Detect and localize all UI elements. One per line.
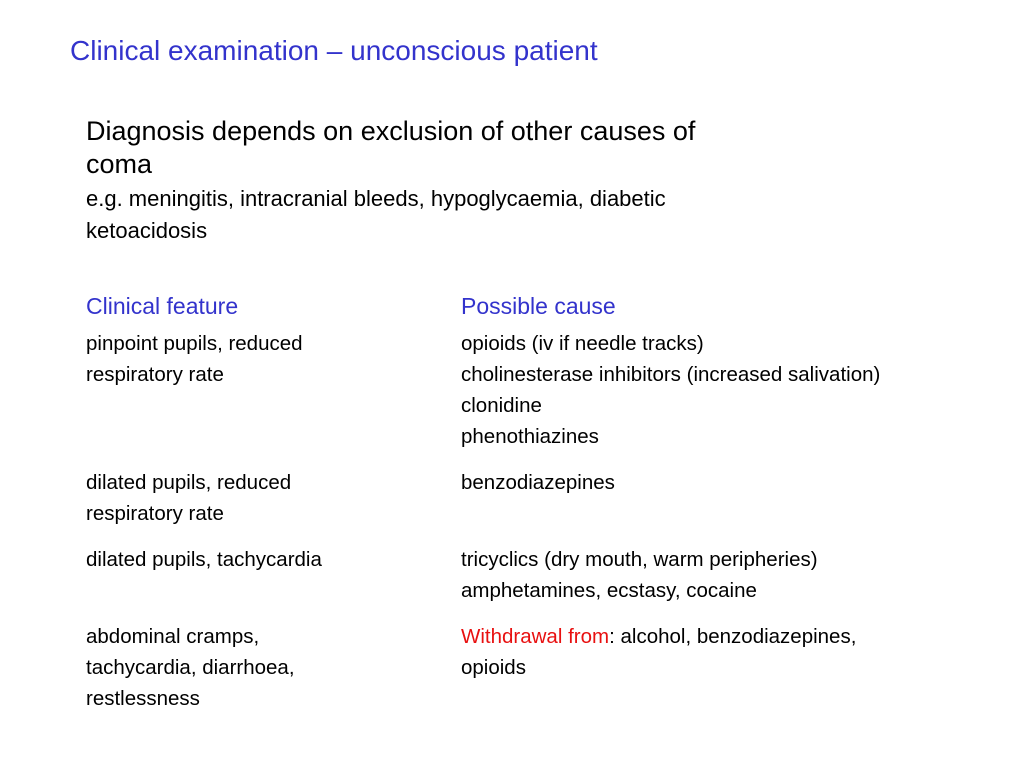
feature-line: respiratory rate — [86, 502, 224, 525]
table-row — [86, 328, 1006, 452]
cause-line: opioids (iv if needle tracks) — [461, 332, 704, 355]
intro-main-line: coma — [86, 149, 153, 179]
feature-line: respiratory rate — [86, 363, 224, 386]
intro-sub-line: e.g. meningitis, intracranial bleeds, hypoglycaemia, diabetic — [86, 186, 666, 211]
feature-line: tachycardia, diarrhoea, — [86, 656, 295, 679]
table-row — [86, 621, 1006, 714]
withdrawal-highlight: Withdrawal from — [461, 625, 610, 648]
cause-line: tricyclics (dry mouth, warm peripheries) — [461, 548, 818, 571]
cause-line: clonidine — [461, 394, 542, 417]
intro-main-text — [86, 115, 886, 181]
feature-cell — [86, 467, 461, 529]
feature-line: abdominal cramps, — [86, 625, 260, 648]
intro-block — [86, 115, 886, 247]
feature-cell — [86, 544, 461, 606]
feature-line: restlessness — [86, 687, 200, 710]
cause-line-withdrawal — [461, 621, 1006, 652]
header-clinical-feature: Clinical feature — [86, 293, 239, 319]
cause-line: amphetamines, ecstasy, cocaine — [461, 579, 757, 602]
intro-sub-text — [86, 183, 886, 247]
header-possible-cause: Possible cause — [461, 293, 616, 319]
feature-cell — [86, 621, 461, 714]
cause-cell — [461, 621, 1006, 714]
cause-cell — [461, 544, 1006, 606]
cause-line: benzodiazepines — [461, 471, 615, 494]
cause-cell — [461, 467, 1006, 529]
slide-title: Clinical examination – unconscious patient — [70, 35, 598, 66]
cause-line: opioids — [461, 656, 526, 679]
withdrawal-list: : alcohol, benzodiazepines, — [609, 625, 857, 648]
feature-cause-table — [86, 290, 1006, 714]
feature-line: dilated pupils, reduced — [86, 471, 292, 494]
table-row — [86, 467, 1006, 529]
table-row — [86, 544, 1006, 606]
table-header-row — [86, 290, 1006, 322]
cause-line: cholinesterase inhibitors (increased salivation) — [461, 363, 881, 386]
feature-line: dilated pupils, tachycardia — [86, 548, 322, 571]
cause-line: phenothiazines — [461, 425, 599, 448]
intro-main-line: Diagnosis depends on exclusion of other causes of — [86, 116, 696, 146]
intro-sub-line: ketoacidosis — [86, 218, 208, 243]
feature-cell — [86, 328, 461, 452]
feature-line: pinpoint pupils, reduced — [86, 332, 303, 355]
cause-cell — [461, 328, 1006, 452]
